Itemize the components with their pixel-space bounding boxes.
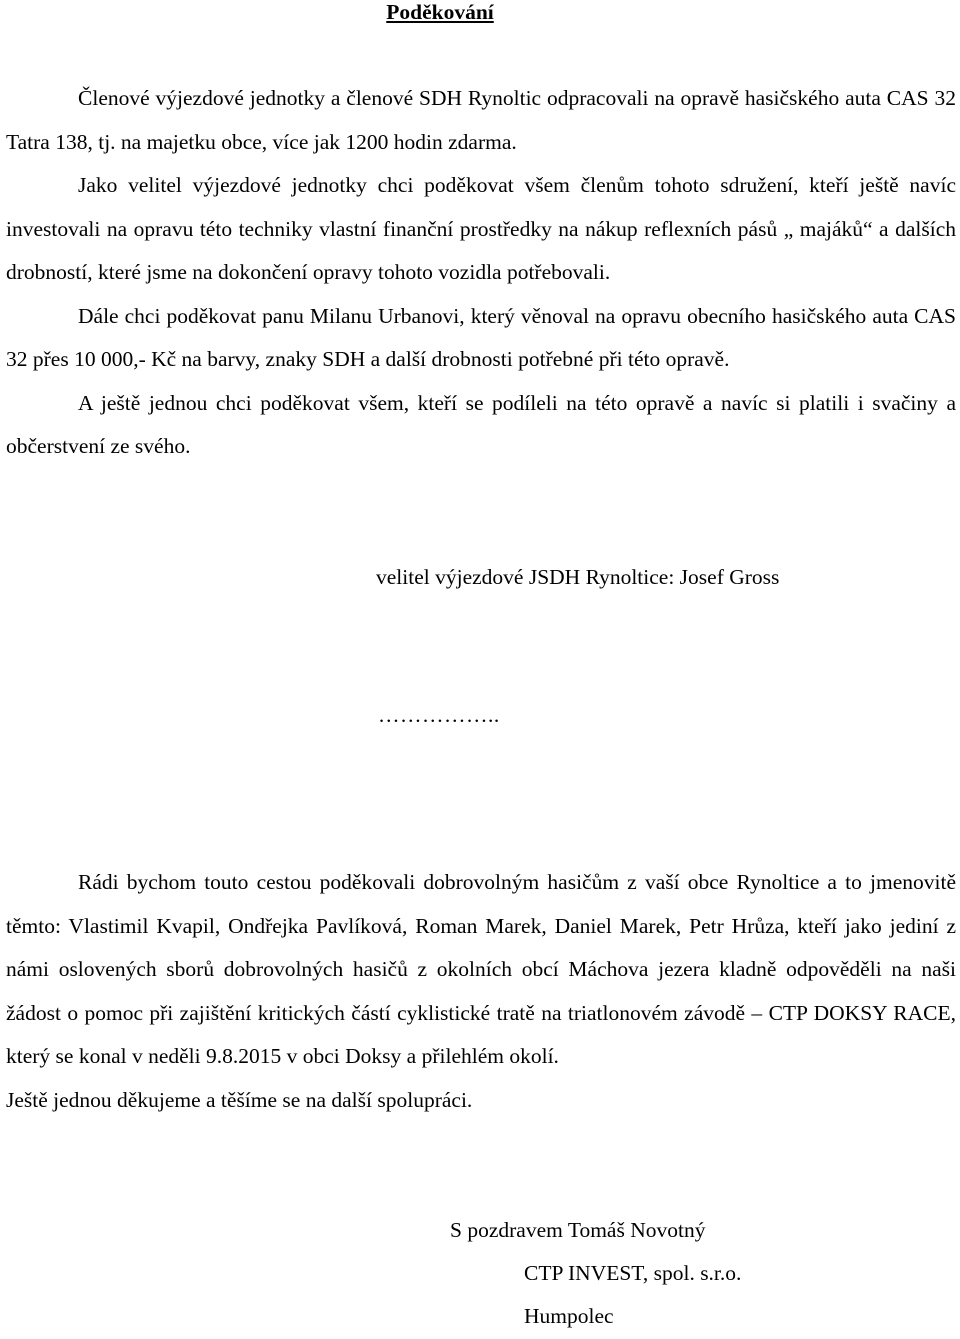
section-race-thanks [6,861,956,1122]
closing-company: CTP INVEST, spol. s.r.o. [524,1261,742,1285]
paragraph-cooperation: Ještě jednou děkujeme a těšíme se na další spolupráci. [6,1087,473,1112]
section-volunteers-thanks [6,77,956,469]
paragraph-repair-hours: Členové výjezdové jednotky a členové SDH Rynoltic odpracovali na opravě hasičského auta CAS 32 Tatra 138, tj. na majetku obce, více jak 1200 hodin zdarma. [6,86,956,154]
closing-greeting: S pozdravem Tomáš Novotný [450,1218,706,1242]
commander-signature: velitel výjezdové JSDH Rynoltice: Josef Gross [376,565,780,589]
paragraph-race-help: Rádi bychom touto cestou poděkovali dobrovolným hasičům z vaší obce Rynoltice a to jmenovitě těmto: Vlastimil Kvapil, Ondřejka Pavlíková, Roman Marek, Daniel Marek, Petr Hrůza, kteří jako jediní z námi oslovených sborů dobrovolných hasičů z okolních obcí Máchova jezera kladně odpověděli na naši žádost o pomoc při zajištění kritických částí cyklistické tratě na triatlonovém závodě – CTP DOKSY RACE, který se konal v neděli 9.8.2015 v obci Doksy a přilehlém okolí. [6,870,956,1068]
page-title: Poděkování [386,0,494,24]
paragraph-refreshments-thanks: A ještě jednou chci poděkovat všem, kteří se podíleli na této opravě a navíc si platili i svačiny a občerstvení ze svého. [6,390,956,458]
paragraph-member-investment: Jako velitel výjezdové jednotky chci poděkovat všem členům tohoto sdružení, kteří ještě navíc investovali na opravu této techniky vlastní finanční prostředky na nákup reflexních pásů „ majáků“ a dalších drobností, které jsme na dokončení opravy tohoto vozidla potřebovali. [6,173,956,284]
paragraph-sponsor-thanks: Dále chci poděkovat panu Milanu Urbanovi, který věnoval na opravu obecního hasičského auta CAS 32 přes 10 000,- Kč na barvy, znaky SDH a další drobnosti potřebné při této opravě. [6,303,956,371]
closing-city: Humpolec [524,1304,614,1328]
separator-dots: …………….. [378,703,500,727]
